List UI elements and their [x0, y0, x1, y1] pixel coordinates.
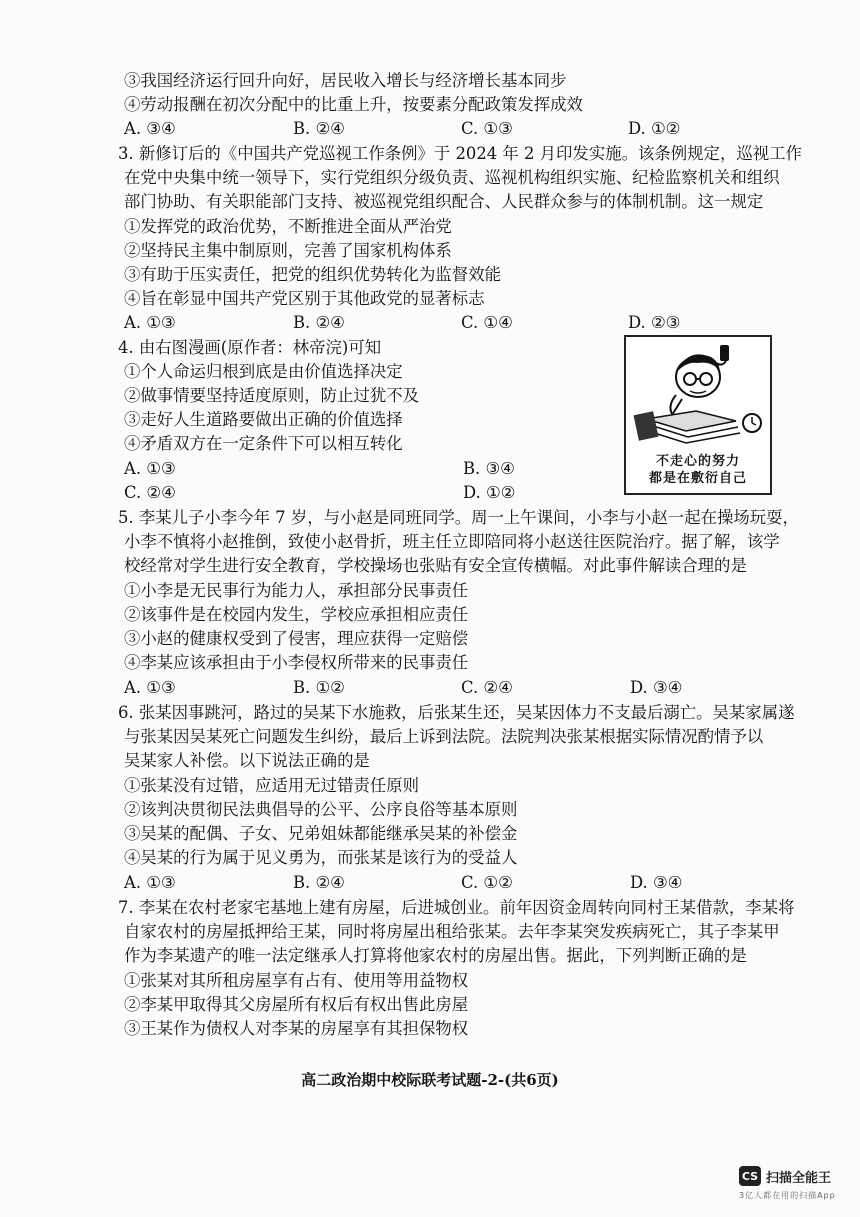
scanner-name: 扫描全能王	[766, 1170, 832, 1186]
q4-item-4: ④矛盾双方在一定条件下可以相互转化	[124, 434, 403, 453]
q2-option-d: D. ①②	[628, 119, 681, 138]
q6-item-1: ①张某没有过错，应适用无过错责任原则	[124, 776, 420, 795]
q6-stem-line: 6. 张某因事跳河，路过的吴某下水施救，后张某生还，吴某因体力不支最后溺亡。吴某家属遂	[118, 703, 795, 722]
q6-option-c: C. ①②	[461, 873, 513, 892]
q3-stem-line: 在党中央集中统一领导下，实行党组织分级负责、巡视机构组织实施、纪检监察机关和组织	[124, 168, 780, 187]
page-footer: 高二政治期中校际联考试题-2-(共6页)	[301, 1071, 559, 1089]
q4-option-c: C. ②④	[124, 483, 176, 502]
q4-item-1: ①个人命运归根到底是由价值选择决定	[124, 362, 403, 381]
q4-stem: 4. 由右图漫画(原作者：林帝浣)可知	[118, 338, 382, 357]
q6-stem-line: 与张某因吴某死亡问题发生纠纷，最后上诉到法院。法院判决张某根据实际情况酌情予以	[124, 727, 764, 746]
q3-item-2: ②坚持民主集中制原则，完善了国家机构体系	[124, 241, 452, 260]
q6-option-b: B. ②④	[293, 873, 345, 892]
q6-item-3: ③吴某的配偶、子女、兄弟姐妹都能继承吴某的补偿金	[124, 824, 518, 843]
q2-item-4: ④劳动报酬在初次分配中的比重上升，按要素分配政策发挥成效	[124, 95, 583, 114]
q3-item-1: ①发挥党的政治优势，不断推进全面从严治党	[124, 217, 452, 236]
q7-item-1: ①张某对其所租房屋享有占有、使用等用益物权	[124, 971, 469, 990]
q2-item-3: ③我国经济运行回升向好，居民收入增长与经济增长基本同步	[124, 71, 567, 90]
q3-stem-line: 部门协助、有关职能部门支持、被巡视党组织配合、人民群众参与的体制机制。这一规定	[124, 192, 764, 211]
q3-option-d: D. ②③	[628, 313, 681, 332]
q5-stem-line: 5. 李某儿子小李今年 7 岁，与小赵是同班同学。周一上午课间，小李与小赵一起在操场玩耍，	[118, 508, 799, 527]
q4-item-2: ②做事情要坚持适度原则，防止过犹不及	[124, 386, 420, 405]
q2-option-c: C. ①③	[461, 119, 513, 138]
q2-option-b: B. ②④	[293, 119, 345, 138]
q6-option-a: A. ①③	[124, 873, 176, 892]
q5-option-a: A. ①③	[124, 678, 176, 697]
cartoon-caption	[626, 453, 770, 487]
q6-stem-line: 吴某家人补偿。以下说法正确的是	[124, 751, 370, 770]
q3-stem-line: 3. 新修订后的《中国共产党巡视工作条例》于 2024 年 2 月印发实施。该条例规定，巡视工作	[118, 144, 802, 163]
camscanner-icon: CS	[739, 1166, 761, 1186]
q4-option-d: D. ①②	[463, 483, 516, 502]
q5-option-c: C. ②④	[461, 678, 513, 697]
q4-option-a: A. ①③	[124, 459, 176, 478]
cartoon-caption-line: 不走心的努力	[655, 454, 740, 469]
q4-option-b: B. ③④	[463, 459, 515, 478]
q2-option-a: A. ③④	[124, 119, 176, 138]
q7-item-2: ②李某甲取得其父房屋所有权后有权出售此房屋	[124, 995, 469, 1014]
q7-stem-line: 作为李某遗产的唯一法定继承人打算将他家农村的房屋出售。据此，下列判断正确的是	[124, 946, 747, 965]
q3-option-b: B. ②④	[293, 313, 345, 332]
q3-option-a: A. ①③	[124, 313, 176, 332]
q3-item-3: ③有助于压实责任，把党的组织优势转化为监督效能	[124, 265, 501, 284]
q6-item-2: ②该判决贯彻民法典倡导的公平、公序良俗等基本原则	[124, 800, 518, 819]
q7-item-3: ③王某作为债权人对李某的房屋享有其担保物权	[124, 1019, 469, 1038]
scanner-tagline: 3亿人都在用的扫描App	[739, 1191, 836, 1200]
q3-item-4: ④旨在彰显中国共产党区别于其他政党的显著标志	[124, 289, 485, 308]
q5-item-3: ③小赵的健康权受到了侵害，理应获得一定赔偿	[124, 629, 469, 648]
cartoon-drawing-icon	[626, 337, 770, 447]
q5-item-2: ②该事件是在校园内发生，学校应承担相应责任	[124, 605, 469, 624]
q5-stem-line: 校经常对学生进行安全教育，学校操场也张贴有安全宣传横幅。对此事件解读合理的是	[124, 556, 747, 575]
cartoon-image	[624, 335, 772, 495]
q7-stem-line: 7. 李某在农村老家宅基地上建有房屋，后进城创业。前年因资金周转向同村王某借款，李某将	[118, 898, 795, 917]
scanner-logo	[739, 1166, 831, 1186]
q3-option-c: C. ①④	[461, 313, 513, 332]
q5-option-d: D. ③④	[630, 678, 683, 697]
q5-item-4: ④李某应该承担由于小李侵权所带来的民事责任	[124, 653, 469, 672]
q7-stem-line: 自家农村的房屋抵押给王某，同时将房屋出租给张某。去年李某突发疾病死亡，其子李某甲	[124, 922, 780, 941]
q5-stem-line: 小李不慎将小赵推倒，致使小赵骨折，班主任立即陪同将小赵送往医院治疗。据了解，该学	[124, 532, 780, 551]
q6-item-4: ④吴某的行为属于见义勇为，而张某是该行为的受益人	[124, 848, 518, 867]
q5-item-1: ①小李是无民事行为能力人，承担部分民事责任	[124, 581, 469, 600]
q5-option-b: B. ①②	[293, 678, 345, 697]
cartoon-caption-line: 都是在敷衍自己	[648, 471, 747, 486]
q6-option-d: D. ③④	[630, 873, 683, 892]
q4-item-3: ③走好人生道路要做出正确的价值选择	[124, 410, 403, 429]
